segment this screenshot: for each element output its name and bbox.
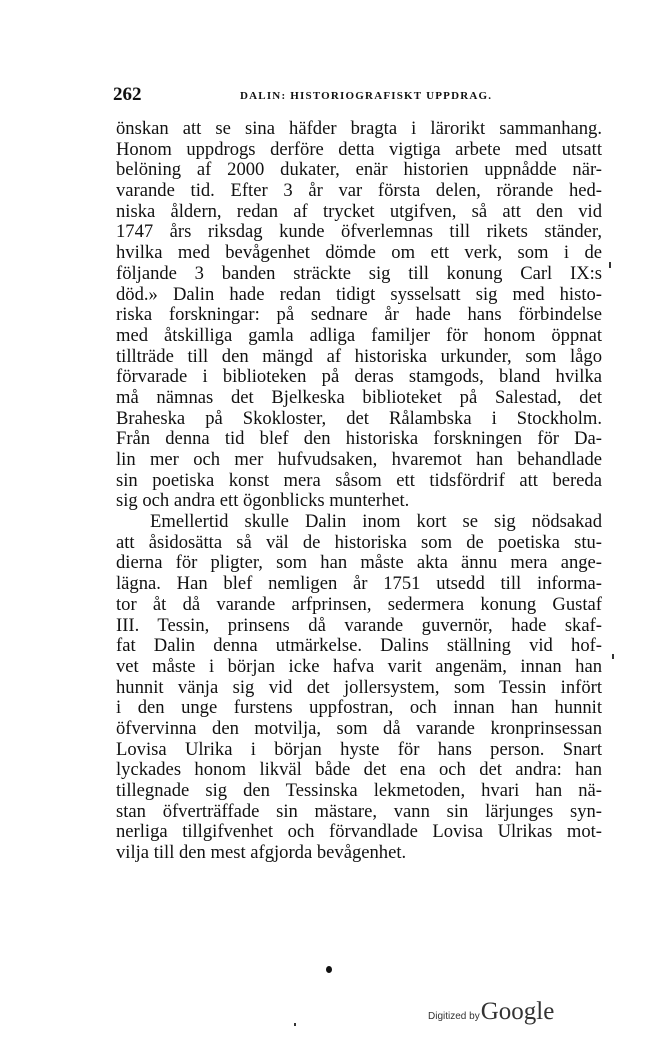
text-line: belöning af 2000 dukater, enär historien uppnådde när-: [116, 159, 602, 181]
digitized-by-label: Digitized by: [428, 1011, 480, 1022]
text-line: förvarade i biblioteken på deras stamgods, bland hvilka: [116, 366, 602, 388]
text-line: stan öfverträffade sin mästare, vann sin lärjunges syn-: [116, 800, 602, 822]
text-line: III. Tessin, prinsens då varande guvernör, hade skaf-: [116, 614, 602, 636]
margin-speck: [294, 1023, 296, 1026]
text-line: öfvervinna den motvilja, som då varande kronprinsessan: [116, 717, 602, 739]
text-line: död.» Dalin hade redan tidigt sysselsatt sig med histo-: [116, 283, 602, 305]
text-line: varande tid. Efter 3 år var första delen, rörande hed-: [116, 180, 602, 202]
margin-speck: [612, 654, 614, 659]
text-line: fat Dalin denna utmärkelse. Dalins ställning vid hof-: [116, 635, 602, 657]
text-line: lin mer och mer hufvudsaken, hvaremot han behandlade: [116, 449, 602, 470]
google-logo: Google: [480, 998, 555, 1025]
text-line: tor åt då varande arfprinsen, sedermera konung Gustaf: [116, 593, 602, 615]
text-line: hvilka med bevågenhet dömde om ett verk, som i de: [116, 242, 602, 264]
ink-dot: [326, 966, 332, 973]
paragraph-end-line: vilja till den mest afgjorda bevågenhet.: [116, 842, 407, 864]
text-line: önskan att se sina häfder bragta i lärorikt sammanhang.: [116, 118, 602, 139]
text-line: tillegnade sig den Tessinska lekmetoden, hvari han nä-: [116, 780, 602, 801]
text-line: vet måste i början icke hafva varit angenäm, innan han: [116, 655, 602, 677]
text-line: med åtskilliga gamla adliga familjer för honom öppnat: [116, 324, 602, 346]
text-line: följande 3 banden sträckte sig till konung Carl IX:s: [116, 262, 602, 284]
page-number: 262: [113, 84, 142, 105]
paragraph-start-line: Emellertid skulle Dalin inom kort se sig nödsakad: [150, 511, 602, 533]
margin-speck: [609, 262, 611, 268]
text-line: i den unge furstens uppfostran, och innan han hunnit: [116, 697, 602, 719]
text-line: riska forskningar: på sednare år hade hans förbindelse: [116, 304, 602, 326]
digitized-by-google-watermark: [428, 998, 554, 1026]
text-line: Lovisa Ulrika i början hyste för hans person. Snart: [116, 738, 602, 760]
text-line: niska åldern, redan af trycket utgifven, så att den vid: [116, 200, 602, 222]
text-line: att åsidosätta så väl de historiska som de poetiska stu-: [116, 531, 602, 553]
text-line: 1747 års riksdag kunde öfverlemnas till rikets ständer,: [116, 221, 602, 243]
text-line: lägna. Han blef nemligen år 1751 utsedd till informa-: [116, 573, 602, 595]
text-line: må nämnas det Bjelkeska biblioteket på Salestad, det: [116, 386, 602, 408]
running-head: DALIN: HISTORIOGRAFISKT UPPDRAG.: [240, 90, 493, 102]
text-line: dierna för pligter, som han måste akta ännu mera ange-: [116, 552, 602, 574]
text-line: Honom uppdrogs derföre detta vigtiga arbete med utsatt: [116, 138, 602, 160]
body-text: [116, 119, 602, 864]
text-line: nerliga tillgifvenhet och förvandlade Lovisa Ulrikas mot-: [116, 821, 602, 843]
text-line: sin poetiska konst mera såsom ett tidsfördrif att bereda: [116, 469, 602, 491]
text-line: tillträde till den mängd af historiska urkunder, som lågo: [116, 345, 602, 367]
paragraph-end-line: sig och andra ett ögonblicks munterhet.: [116, 490, 410, 512]
text-line: Braheska på Skokloster, det Rålambska i Stockholm.: [116, 407, 602, 429]
text-line: lyckades honom likväl både det ena och det andra: han: [116, 759, 602, 781]
text-line: Från denna tid blef den historiska forskningen för Da-: [116, 428, 602, 450]
text-line: hunnit vänja sig vid det jollersystem, som Tessin infört: [116, 676, 602, 698]
